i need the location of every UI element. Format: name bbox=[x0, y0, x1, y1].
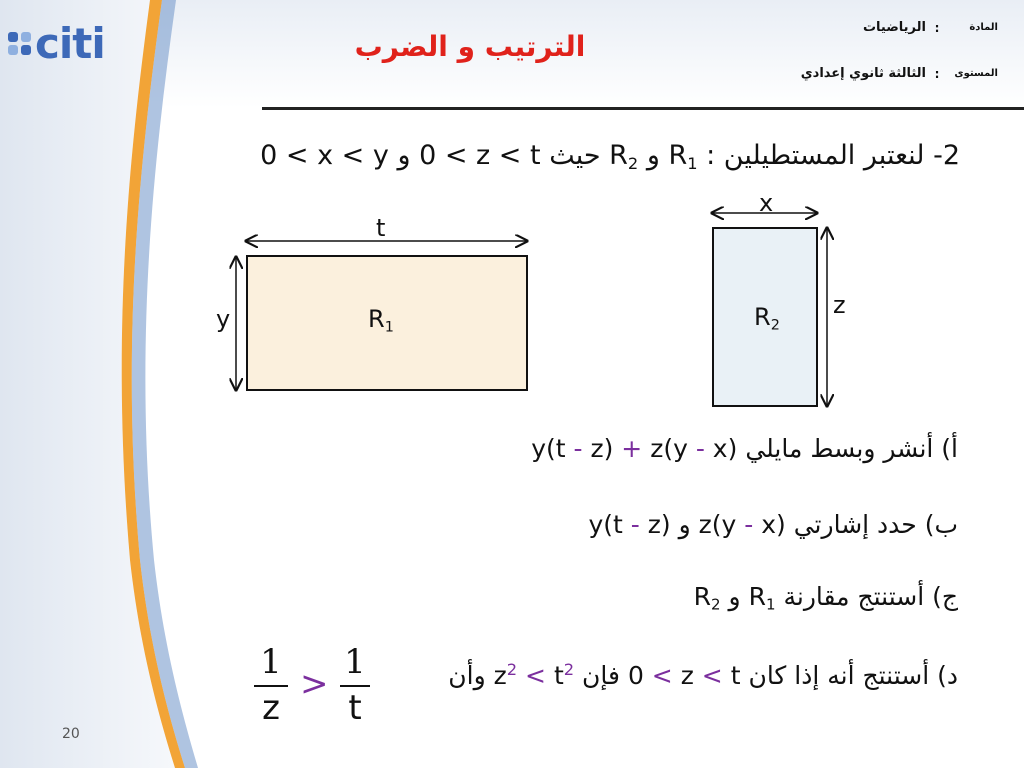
problem-where: حيث bbox=[549, 140, 601, 171]
subject-row bbox=[863, 20, 998, 35]
question-b-text: ب) حدد إشارتي bbox=[793, 510, 958, 539]
question-d-then: فإن bbox=[582, 660, 620, 690]
question-c-and: و bbox=[728, 582, 741, 611]
fraction-one-over-z-denominator: z bbox=[262, 688, 280, 728]
problem-and-1: و bbox=[646, 140, 660, 171]
question-a bbox=[531, 434, 958, 463]
question-c bbox=[694, 582, 958, 614]
problem-statement bbox=[260, 140, 960, 173]
level-row bbox=[801, 66, 998, 81]
question-d-condition: 0 < z < t bbox=[627, 660, 741, 690]
fraction-one-over-t-numerator: 1 bbox=[344, 642, 366, 682]
page-title: الترتيب و الضرب bbox=[354, 30, 586, 63]
question-b-expression-2: y(t - z) bbox=[588, 510, 671, 539]
question-c-r2: $R_2$ bbox=[693, 582, 721, 614]
level-value: الثالثة ثانوي إعدادي bbox=[800, 66, 926, 81]
question-c-text: ج) أستنتج مقارنة bbox=[783, 582, 958, 611]
question-c-r1: $R_1$ bbox=[748, 582, 776, 614]
problem-and-2: و bbox=[397, 140, 411, 171]
citi-logo bbox=[8, 18, 105, 68]
problem-r1: $R_1$ bbox=[668, 140, 698, 173]
question-b bbox=[588, 510, 958, 539]
problem-condition-2: 0 < x < y bbox=[260, 140, 389, 171]
logo-text: citi bbox=[35, 18, 105, 68]
fraction-bar bbox=[340, 685, 370, 687]
question-b-and: و bbox=[678, 510, 691, 539]
problem-r2: $R_2$ bbox=[609, 140, 639, 173]
subject-separator: : bbox=[934, 20, 940, 35]
question-a-expression: y(t - z) + z(y - x) bbox=[531, 434, 738, 463]
level-separator: : bbox=[934, 66, 940, 81]
page-number: 20 bbox=[62, 726, 80, 742]
fraction-bar bbox=[254, 685, 288, 687]
fraction-one-over-t bbox=[340, 642, 370, 728]
greater-than-sign: > bbox=[300, 664, 329, 704]
r1-width-label: t bbox=[376, 214, 386, 242]
header-divider bbox=[262, 107, 1024, 110]
fraction-one-over-z-numerator: 1 bbox=[260, 642, 282, 682]
logo-mark-icon bbox=[8, 32, 31, 55]
question-d-squares: $z^2 < t^2$ bbox=[493, 660, 575, 690]
subject-value: الرياضيات bbox=[862, 20, 926, 35]
fraction-one-over-t-denominator: t bbox=[348, 688, 362, 728]
question-b-expression-1: z(y - x) bbox=[698, 510, 786, 539]
r1-label: $R_1$ bbox=[368, 305, 394, 336]
fraction-one-over-z bbox=[254, 642, 288, 728]
r2-height-label: z bbox=[833, 291, 846, 319]
problem-condition-1: 0 < z < t bbox=[419, 140, 541, 171]
question-d bbox=[448, 660, 958, 690]
subject-label: المادة bbox=[969, 22, 998, 33]
level-label: المستوى bbox=[954, 68, 998, 79]
r2-label: $R_2$ bbox=[754, 303, 780, 334]
problem-intro: 2- لنعتبر المستطيلين : bbox=[706, 140, 960, 171]
question-d-text: د) أستنتج أنه إذا كان bbox=[748, 660, 958, 690]
question-a-text: أ) أنشر وبسط مايلي bbox=[745, 434, 958, 463]
question-d-and-that: وأن bbox=[448, 660, 486, 690]
r2-width-label: x bbox=[759, 189, 774, 217]
r1-height-label: y bbox=[216, 305, 231, 333]
